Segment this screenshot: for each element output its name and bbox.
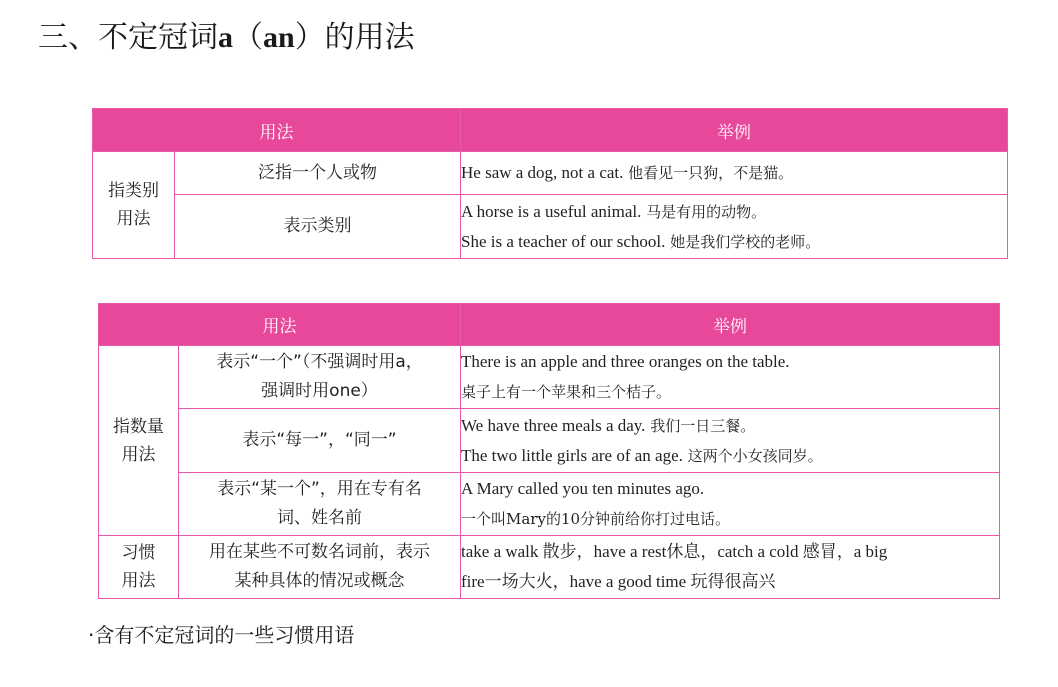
category-label: 用法 (121, 571, 156, 591)
category-label: 习惯 (121, 543, 156, 563)
header-usage: 用法 (93, 109, 461, 152)
example-en: He saw a dog, not a cat. (461, 163, 624, 182)
category-cell (99, 346, 179, 536)
header-example: 举例 (461, 304, 1000, 346)
section-heading (38, 16, 415, 60)
usage-cell: 泛指一个人或物 (175, 152, 461, 195)
table-row (93, 195, 1008, 259)
usage-line: 某种具体的情况或概念 (234, 571, 405, 591)
table-row (99, 346, 1000, 409)
idiom-section-bullet: ·含有不定冠词的一些习惯用语 (88, 623, 355, 647)
example-zh: 马是有用的动物。 (641, 202, 767, 221)
example-cell (461, 152, 1008, 195)
category-label: 指数量 (113, 416, 164, 437)
category-label: 用法 (116, 209, 151, 229)
table-row (99, 536, 1000, 599)
heading-article-a: a (218, 21, 233, 54)
header-example: 举例 (461, 109, 1008, 152)
example-zh: 他看见一只狗，不是猫。 (623, 164, 794, 182)
example-en: A Mary called you ten minutes ago. (461, 479, 705, 498)
example-line (461, 158, 1007, 188)
example-line (461, 504, 999, 534)
example-cell (461, 346, 1000, 409)
example-zh: 她是我们学校的老师。 (665, 232, 821, 251)
example-cell (461, 536, 1000, 599)
example-line (461, 441, 999, 471)
example-cell (461, 195, 1008, 259)
category-label: 用法 (121, 444, 156, 465)
category-label: 指类别 (108, 181, 159, 201)
usage-cell (179, 346, 461, 409)
example-zh: 这两个小女孩同岁。 (682, 446, 823, 465)
example-en: She is a teacher of our school. (461, 231, 666, 251)
header-usage: 用法 (99, 304, 461, 346)
heading-article-an: an (263, 21, 295, 54)
example-en: The two little girls are of an age. (461, 445, 683, 465)
example-cell (461, 473, 1000, 536)
table-row (93, 152, 1008, 195)
example-en: take a walk 散步，have a rest休息，catch a cold 感冒，a big (461, 542, 888, 561)
usage-line: 表示“某一个”，用在专有名 (217, 479, 422, 499)
usage-line: 用在某些不可数名词前，表示 (209, 542, 430, 562)
quantity-usage-table (98, 303, 1000, 599)
usage-cell: 表示类别 (175, 195, 461, 259)
usage-cell (179, 473, 461, 536)
heading-suffix: ）的用法 (294, 20, 415, 55)
example-line (461, 567, 993, 597)
example-line (461, 197, 1007, 227)
example-zh: 我们一日三餐。 (645, 416, 756, 435)
category-cell (99, 536, 179, 599)
table-header-row (99, 304, 1000, 346)
table-row (99, 473, 1000, 536)
heading-open-paren: （ (233, 20, 263, 55)
usage-line: 表示“一个”（不强调时用a， (216, 352, 423, 372)
usage-line: 词、姓名前 (277, 508, 362, 528)
example-en: fire一场大火，have a good time 玩得很高兴 (461, 572, 776, 591)
usage-line: 强调时用one） (261, 381, 378, 401)
example-line (461, 347, 999, 377)
heading-prefix: 三、不定冠词 (38, 20, 218, 55)
category-usage-table (92, 108, 1008, 259)
example-line (461, 537, 993, 567)
example-en: We have three meals a day. (461, 415, 646, 435)
example-cell (461, 409, 1000, 473)
example-zh: 桌子上有一个苹果和三个桔子。 (461, 383, 672, 401)
example-line (461, 227, 1007, 257)
usage-cell (179, 409, 461, 473)
table-header-row (93, 109, 1008, 152)
example-zh: 一个叫Mary的10分钟前给你打过电话。 (461, 510, 731, 528)
table-row (99, 409, 1000, 473)
example-line (461, 377, 999, 407)
example-line (461, 411, 999, 441)
category-cell (93, 152, 175, 259)
usage-cell (179, 536, 461, 599)
example-en: A horse is a useful animal. (461, 201, 642, 221)
usage-line: 表示“每一”，“同一” (242, 430, 397, 450)
example-en: There is an apple and three oranges on the table. (461, 352, 790, 371)
example-line (461, 474, 999, 504)
